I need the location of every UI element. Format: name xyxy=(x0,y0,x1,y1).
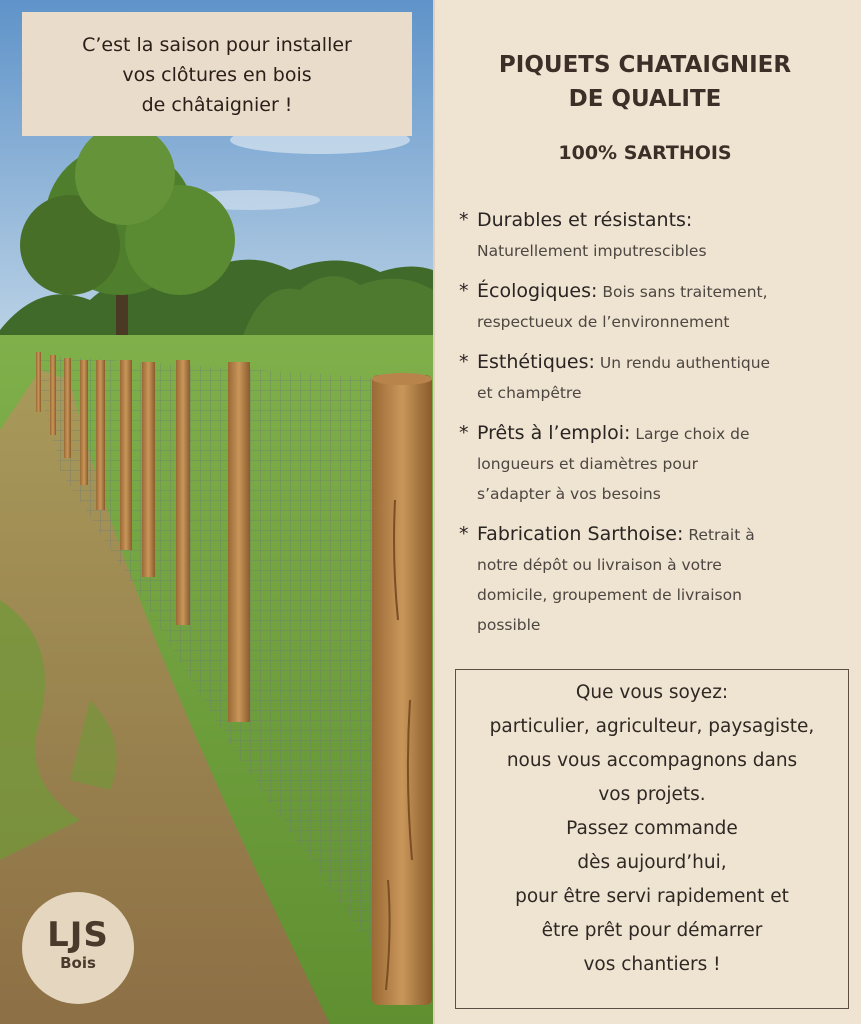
cta-line: pour être servi rapidement et xyxy=(515,886,789,907)
feature-text: Un rendu authentique xyxy=(599,354,771,372)
banner-line: de châtaignier ! xyxy=(141,94,293,116)
feature-text: s’adapter à vos besoins xyxy=(477,485,661,503)
feature-list xyxy=(457,205,855,650)
feature-title: Prêts à l’emploi: xyxy=(477,422,631,444)
feature-item xyxy=(457,347,855,408)
feature-text: Naturellement imputrescibles xyxy=(477,242,707,260)
feature-text: longueurs et diamètres pour xyxy=(477,455,698,473)
logo-name: LJS xyxy=(47,915,109,955)
cta-line: être prêt pour démarrer xyxy=(541,920,763,941)
cta-box xyxy=(455,669,849,1009)
ljs-bois-logo xyxy=(22,892,134,1004)
bullet-star-icon: * xyxy=(459,280,469,302)
feature-title: Fabrication Sarthoise: xyxy=(477,523,684,545)
cta-line: vos chantiers ! xyxy=(583,954,721,975)
cta-line: dès aujourd’hui, xyxy=(577,852,727,873)
feature-text: Retrait à xyxy=(688,526,755,544)
feature-text: Large choix de xyxy=(635,425,750,443)
season-banner xyxy=(22,12,412,136)
bullet-star-icon: * xyxy=(459,422,469,444)
bullet-star-icon: * xyxy=(459,351,469,373)
cta-line: vos projets. xyxy=(598,784,706,805)
bullet-star-icon: * xyxy=(459,523,469,545)
feature-item xyxy=(457,276,855,337)
feature-item xyxy=(457,205,855,266)
feature-title: Écologiques: xyxy=(477,280,598,302)
banner-line: C’est la saison pour installer xyxy=(82,34,352,56)
info-panel xyxy=(433,0,861,1024)
banner-line: vos clôtures en bois xyxy=(122,64,312,86)
cta-line: nous vous accompagnons dans xyxy=(506,750,798,771)
title-line: PIQUETS CHATAIGNIER xyxy=(498,52,792,78)
title-line: DE QUALITE xyxy=(568,86,722,112)
cta-line: Que vous soyez: xyxy=(575,682,729,703)
bullet-star-icon: * xyxy=(459,209,469,231)
feature-text: Bois sans traitement, xyxy=(602,283,768,301)
feature-text: notre dépôt ou livraison à votre xyxy=(477,556,722,574)
feature-text: domicile, groupement de livraison xyxy=(477,586,742,604)
feature-item xyxy=(457,519,855,640)
product-title xyxy=(435,48,855,116)
logo-sub: Bois xyxy=(60,954,96,972)
cta-line: Passez commande xyxy=(566,818,738,839)
product-subtitle: 100% SARTHOIS xyxy=(558,142,732,164)
feature-text: possible xyxy=(477,616,541,634)
cta-line: particulier, agriculteur, paysagiste, xyxy=(489,716,815,737)
feature-title: Durables et résistants: xyxy=(477,209,693,231)
feature-text: respectueux de l’environnement xyxy=(477,313,730,331)
feature-item xyxy=(457,418,855,509)
feature-title: Esthétiques: xyxy=(477,351,595,373)
feature-text: et champêtre xyxy=(477,384,582,402)
